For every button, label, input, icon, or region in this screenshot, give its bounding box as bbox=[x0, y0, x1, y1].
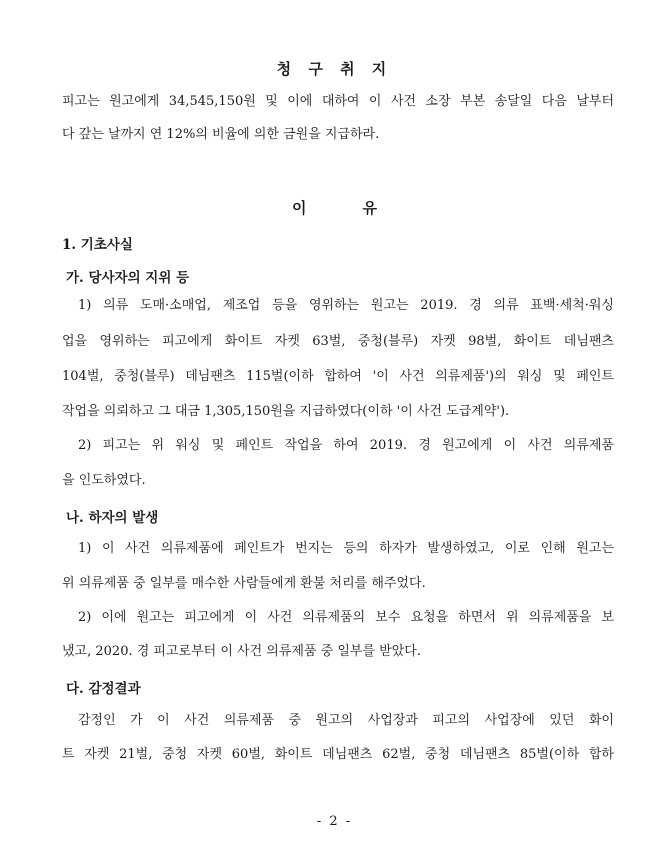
na-p1-line-2: 위 의류제품 중 일부를 매수한 사람들에게 환불 처리를 해주었다. bbox=[62, 576, 426, 591]
da-p1-line-2: 트 자켓 21벌, 중청 자켓 60벌, 화이트 데님팬츠 62벌, 중청 데님팬츠 85벌(이하 합하 bbox=[62, 747, 614, 762]
reason-title bbox=[0, 197, 669, 218]
page-number: - 2 - bbox=[316, 814, 353, 829]
reason-title-right: 유 bbox=[362, 199, 377, 217]
ga-p1-line-3: 104벌, 중청(블루) 데님팬츠 115벌(이하 합하여 '이 사건 의류제품')의 워싱 및 페인트 bbox=[62, 369, 614, 384]
ga-p1-line-2: 업을 영위하는 피고에게 화이트 자켓 63벌, 중청(블루) 자켓 98벌, 화이트 데님팬츠 bbox=[62, 334, 614, 349]
section-1-title: 1. 기초사실 bbox=[62, 237, 133, 253]
claim-line-1: 피고는 원고에게 34,545,150원 및 이에 대하여 이 사건 소장 부본 송달일 다음 날부터 bbox=[62, 94, 614, 109]
na-p1-line-1: 1) 이 사건 의류제품에 페인트가 번지는 등의 하자가 발생하였고, 이로 인해 원고는 bbox=[78, 541, 614, 556]
section-na-title: 나. 하자의 발생 bbox=[66, 510, 159, 526]
ga-p2-line-2: 을 인도하였다. bbox=[62, 473, 146, 488]
na-p2-line-2: 냈고, 2020. 경 피고로부터 이 사건 의류제품 중 일부를 받았다. bbox=[62, 644, 421, 659]
section-da-title: 다. 감정결과 bbox=[66, 681, 141, 697]
da-p1-line-1: 감정인 가 이 사건 의류제품 중 원고의 사업장과 피고의 사업장에 있던 화이 bbox=[78, 713, 614, 728]
ga-p2-line-1: 2) 피고는 위 워싱 및 페인트 작업을 하여 2019. 경 원고에게 이 사건 의류제품 bbox=[78, 438, 614, 453]
ga-p1-line-4: 작업을 의뢰하고 그 대금 1,305,150원을 지급하였다(이하 '이 사건 도급계약'). bbox=[62, 404, 510, 419]
ga-p1-line-1: 1) 의류 도매·소매업, 제조업 등을 영위하는 원고는 2019. 경 의류 표백·세척·워싱 bbox=[78, 298, 614, 313]
claim-title: 청 구 취 지 bbox=[276, 60, 393, 78]
reason-title-left: 이 bbox=[292, 199, 307, 217]
claim-line-2: 다 갚는 날까지 연 12%의 비율에 의한 금원을 지급하라. bbox=[62, 127, 380, 142]
na-p2-line-1: 2) 이에 원고는 피고에게 이 사건 의류제품의 보수 요청을 하면서 위 의류제품을 보 bbox=[78, 610, 614, 625]
section-ga-title: 가. 당사자의 지위 등 bbox=[66, 270, 190, 286]
